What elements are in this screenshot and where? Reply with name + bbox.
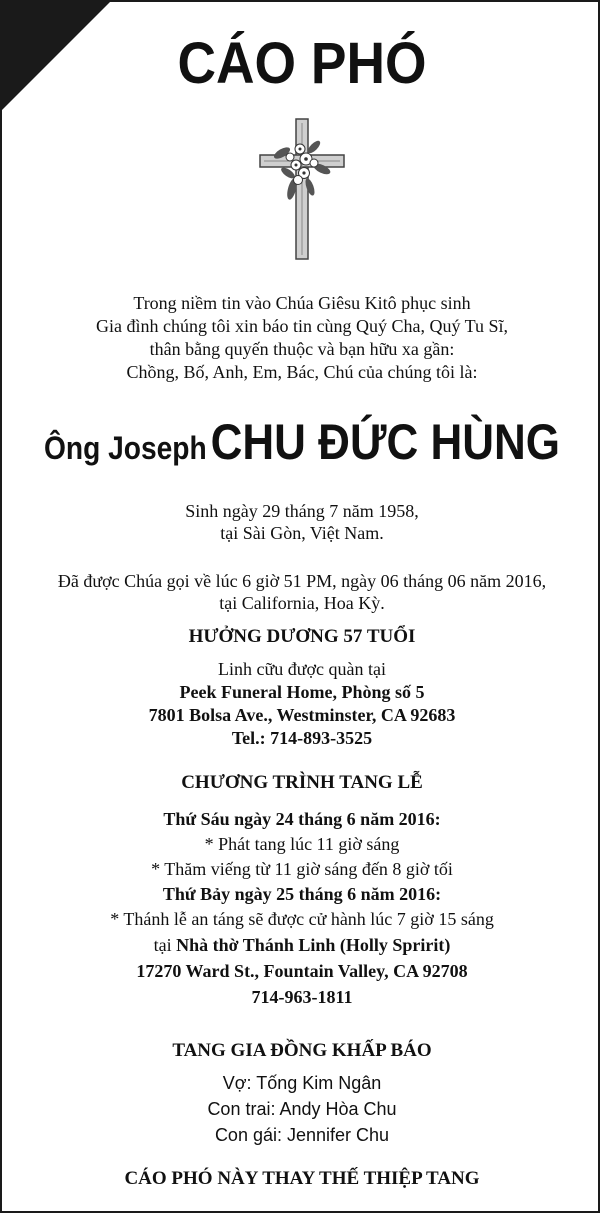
footer-note: CÁO PHÓ NÀY THAY THẾ THIỆP TANG <box>124 1168 480 1189</box>
church-line <box>2 934 600 956</box>
birth-date: Sinh ngày 29 tháng 7 năm 1958, <box>185 501 419 521</box>
program-item: * Phát tang lúc 11 giờ sáng <box>204 834 400 854</box>
program-day2: Thứ Bảy ngày 25 tháng 6 năm 2016: <box>162 884 442 904</box>
church-phone: 714-963-1811 <box>251 987 353 1007</box>
viewing-address: 7801 Bolsa Ave., Westminster, CA 92683 <box>148 705 456 725</box>
deceased-honorific: Ông Joseph <box>43 430 207 466</box>
viewing-intro: Linh cữu được quàn tại <box>218 659 386 679</box>
program-item: * Thăm viếng từ 11 giờ sáng đến 8 giờ tối <box>151 859 453 879</box>
page-title: CÁO PHÓ <box>177 31 427 96</box>
intro-line: thân bằng quyến thuộc và bạn hữu xa gần: <box>149 339 455 359</box>
family-member: Con trai: Andy Hòa Chu <box>207 1099 397 1119</box>
birth-place: tại Sài Gòn, Việt Nam. <box>220 523 384 543</box>
cross-with-flowers-icon <box>252 117 352 262</box>
church-prefix: tại <box>153 935 177 955</box>
age-heading: HƯỞNG DƯƠNG 57 TUỔI <box>188 626 416 647</box>
family-heading: TANG GIA ĐỒNG KHẤP BÁO <box>172 1040 432 1061</box>
intro-line: Trong niềm tin vào Chúa Giêsu Kitô phục sinh <box>133 293 471 313</box>
intro-line: Gia đình chúng tôi xin báo tin cùng Quý Cha, Quý Tu Sĩ, <box>95 316 508 336</box>
intro-line: Chồng, Bố, Anh, Em, Bác, Chú của chúng tôi là: <box>126 362 478 382</box>
death-place: tại California, Hoa Kỳ. <box>219 593 385 613</box>
program-heading: CHƯƠNG TRÌNH TANG LỄ <box>181 772 423 793</box>
family-member: Con gái: Jennifer Chu <box>214 1125 390 1145</box>
church-address: 17270 Ward St., Fountain Valley, CA 92708 <box>136 961 468 981</box>
program-item: * Thánh lễ an táng sẽ được cử hành lúc 7 giờ 15 sáng <box>110 909 494 929</box>
viewing-phone: Tel.: 714-893-3525 <box>231 728 373 748</box>
deceased-name: CHU ĐỨC HÙNG <box>210 414 561 470</box>
viewing-place: Peek Funeral Home, Phòng số 5 <box>179 682 425 702</box>
church-name: Nhà thờ Thánh Linh (Holly Spririt) <box>176 935 451 955</box>
deceased-name-row <box>38 412 566 485</box>
death-date: Đã được Chúa gọi về lúc 6 giờ 51 PM, ngày 06 tháng 06 năm 2016, <box>57 571 547 591</box>
program-day1: Thứ Sáu ngày 24 tháng 6 năm 2016: <box>163 809 441 829</box>
family-member: Vợ: Tống Kim Ngân <box>222 1073 382 1093</box>
